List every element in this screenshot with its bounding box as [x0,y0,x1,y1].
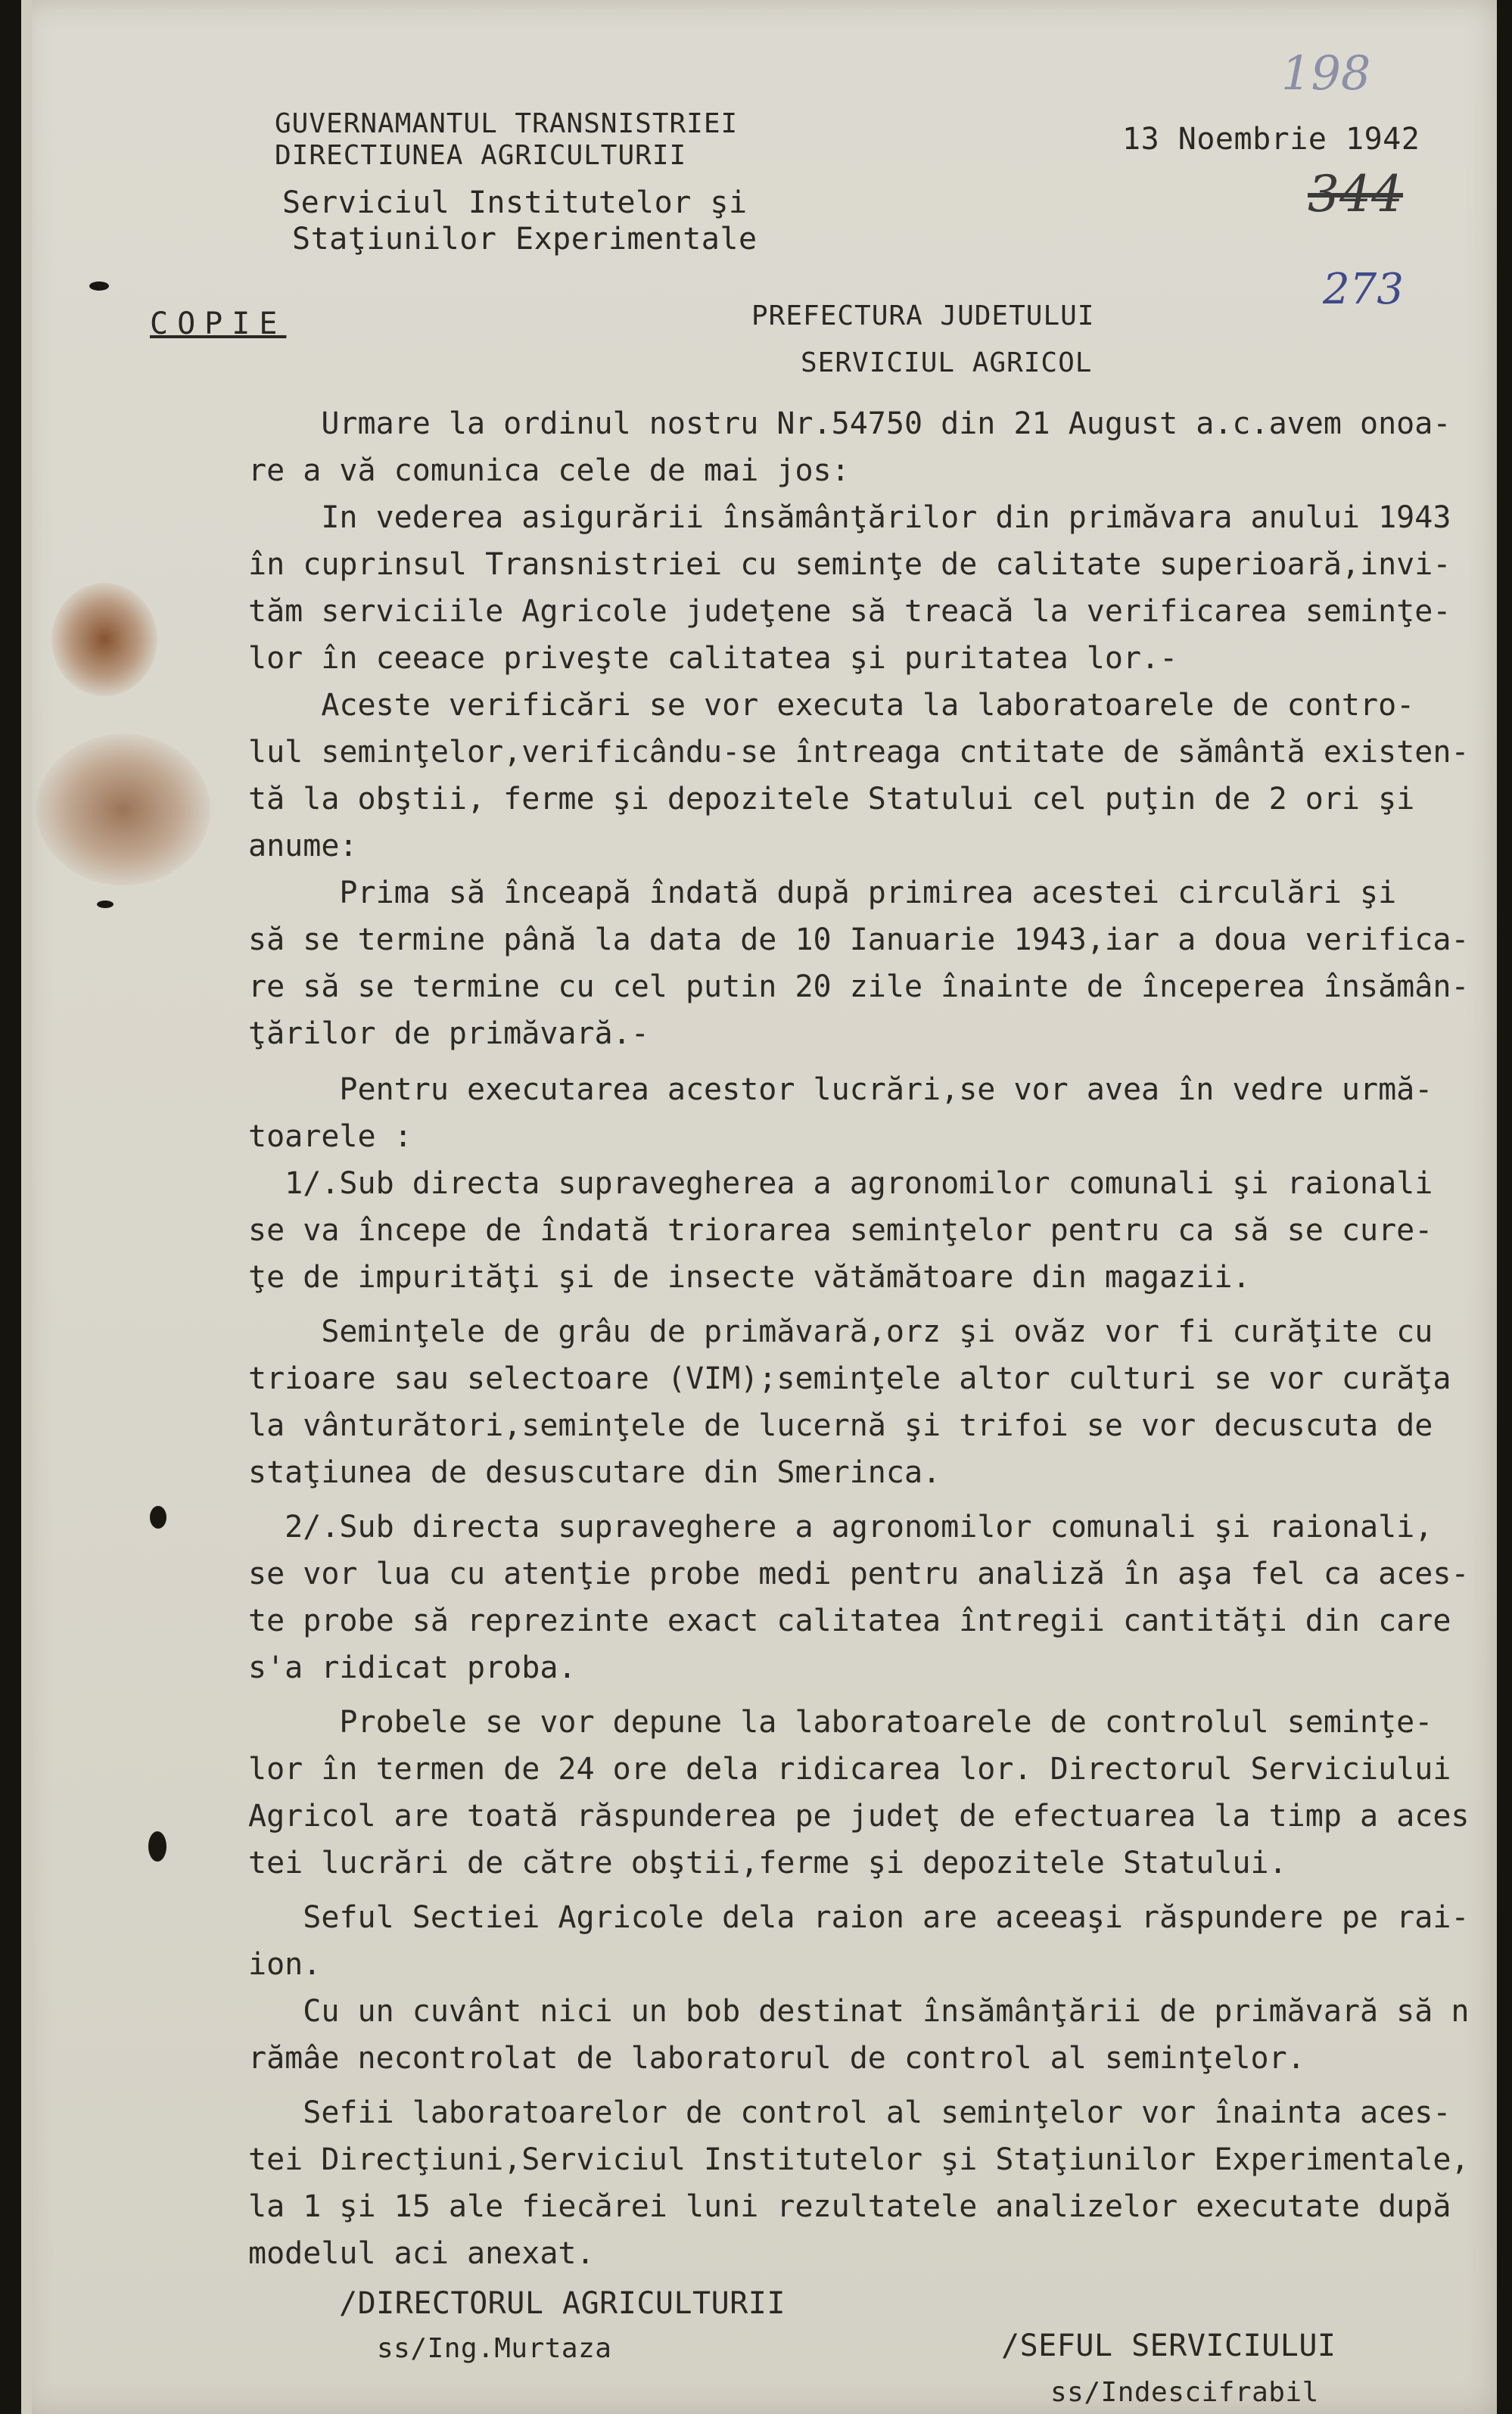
body-line: ţărilor de primăvară.- [248,1016,649,1051]
body-line: re să se termine cu cel putin 20 zile înainte de începerea însămân- [248,969,1470,1004]
body-line: lor în termen de 24 ore dela ridicarea lor. Directorul Serviciului [248,1752,1451,1787]
paper-left-edge [21,0,32,2414]
body-line: tei lucrări de către obştii,ferme şi depozitele Statului. [248,1846,1287,1880]
body-line: la vânturători,seminţele de lucernă şi trifoi se vor decuscuta de [248,1408,1433,1443]
rust-stain-large [36,734,210,885]
body-line: lor în ceeace priveşte calitatea şi puritatea lor.- [248,641,1178,676]
addressee-line-2: SERVICIUL AGRICOL [801,347,1093,378]
body-line: Prima să înceapă îndată după primirea acestei circulări şi [248,876,1397,910]
signature-left-title: /DIRECTORUL AGRICULTURII [339,2286,786,2321]
body-line: Seminţele de grâu de primăvară,orz şi ovăz vor fi curăţite cu [248,1314,1433,1349]
body-line: se va începe de îndată triorarea seminţelor pentru ca să se cure- [248,1213,1433,1248]
org-line-1: GUVERNAMANTUL TRANSNISTRIEI [275,108,739,139]
body-line: ion. [248,1947,322,1982]
body-line: la 1 şi 15 ale fiecărei luni rezultatele analizelor executate după [248,2189,1451,2224]
body-line: Urmare la ordinul nostru Nr.54750 din 21 August a.c.avem onoa- [248,406,1451,441]
addressee-line-1: PREFECTURA JUDETULUI [751,300,1095,331]
body-line: trioare sau selectoare (VIM);seminţele altor culturi se vor curăţa [248,1361,1451,1396]
document-date: 13 Noembrie 1942 [1122,122,1420,157]
dept-line-2: Staţiunilor Experimentale [292,222,758,257]
body-line: Aceste verificări se vor executa la laboratoarele de contro- [248,688,1415,723]
body-line: te probe să reprezinte exact calitatea întregii cantităţi din care [248,1604,1451,1638]
punch-mark-1 [89,282,109,291]
signature-right-name: ss/Indescifrabil [1050,2377,1319,2408]
body-line: tei Direcţiuni,Serviciul Institutelor şi Staţiunilor Experimentale, [248,2142,1470,2177]
body-line: ţe de impurităţi şi de insecte vătămătoare din magazii. [248,1260,1251,1295]
body-line: s'a ridicat proba. [248,1650,577,1685]
body-line: Seful Sectiei Agricole dela raion are aceeaşi răspundere pe rai- [248,1900,1470,1935]
body-line: modelul aci anexat. [248,2236,595,2271]
body-line: 2/.Sub directa supraveghere a agronomilor comunali şi raionali, [248,1510,1433,1545]
body-line: re a vă comunica cele de mai jos: [248,453,850,488]
body-line: staţiunea de desuscutare din Smerinca. [248,1455,941,1490]
body-line: In vederea asigurării însămânţărilor din primăvara anului 1943 [248,500,1451,535]
body-line: în cuprinsul Transnistriei cu seminţe de calitate superioară,invi- [248,547,1451,582]
signature-left-name: ss/Ing.Murtaza [377,2333,612,2364]
body-line: Sefii laboratoarelor de control al seminţelor vor înainta aces- [248,2095,1451,2130]
body-line: Agricol are toată răspunderea pe judeţ de efectuarea la timp a aces [248,1799,1470,1834]
org-line-2: DIRECTIUNEA AGRICULTURII [275,140,687,171]
body-line: Pentru executarea acestor lucrări,se vor avea în vedre urmă- [248,1072,1433,1107]
annotation-top: 198 [1281,45,1371,101]
signature-right-title: /SEFUL SERVICIULUI [1001,2328,1336,2363]
body-line: tăm serviciile Agricole judeţene să treacă la verificarea seminţe- [248,594,1451,629]
body-line: rămâe necontrolat de laboratorul de control al seminţelor. [248,2041,1305,2076]
copy-label: COPIE [150,306,287,341]
punch-mark-3 [150,1506,166,1529]
document-page [21,0,1497,2414]
dept-line-1: Serviciul Institutelor şi [282,185,748,220]
annotation-lower: 273 [1323,265,1404,314]
punch-mark-2 [97,901,114,908]
body-line: Cu un cuvânt nici un bob destinat însămânţării de primăvară să n [248,1994,1470,2029]
body-line: anume: [248,829,358,863]
body-line: tă la obştii, ferme şi depozitele Statului cel puţin de 2 ori şi [248,782,1415,817]
body-line: toarele : [248,1119,412,1154]
body-line: Probele se vor depune la laboratoarele de controlul seminţe- [248,1705,1433,1740]
annotation-middle: 344 [1308,165,1403,223]
body-line: 1/.Sub directa supravegherea a agronomilor comunali şi raionali [248,1166,1433,1201]
body-line: lul seminţelor,verificându-se întreaga cntitate de sământă existen- [248,735,1470,770]
body-line: se vor lua cu atenţie probe medi pentru analiză în aşa fel ca aces- [248,1557,1470,1591]
rust-stain-top [51,583,157,696]
body-line: să se termine până la data de 10 Ianuarie 1943,iar a doua verifica- [248,922,1470,957]
punch-mark-4 [148,1831,166,1862]
